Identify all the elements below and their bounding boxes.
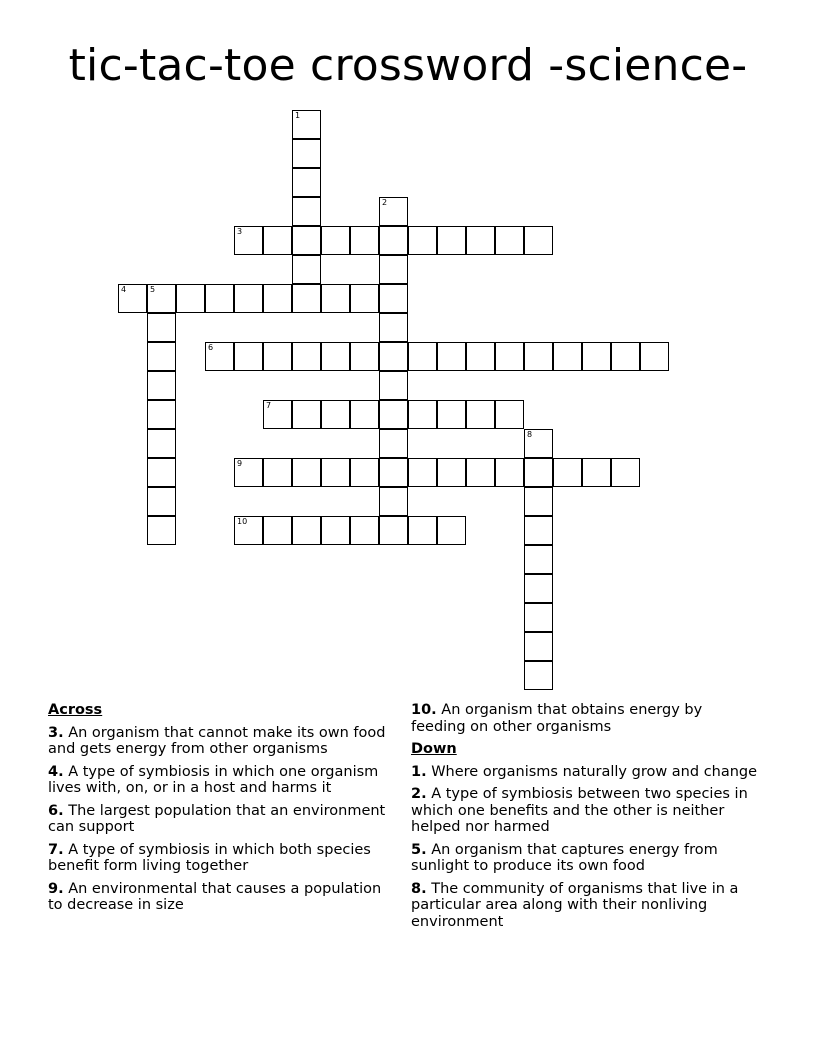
clue-down-2 <box>411 786 761 836</box>
grid-cell[interactable] <box>582 458 611 487</box>
grid-cell[interactable] <box>524 342 553 371</box>
grid-cell[interactable] <box>176 284 205 313</box>
grid-cell[interactable] <box>321 342 350 371</box>
grid-cell[interactable] <box>437 458 466 487</box>
grid-cell[interactable] <box>495 342 524 371</box>
clue-text: A type of symbiosis between two species in which one benefits and the other is neither helped nor harmed <box>411 786 748 835</box>
grid-cell[interactable] <box>437 226 466 255</box>
grid-cell[interactable] <box>553 458 582 487</box>
clue-text: The largest population that an environment can support <box>48 802 386 835</box>
cell-number: 2 <box>382 198 388 207</box>
grid-cell[interactable] <box>553 342 582 371</box>
clue-text: An organism that cannot make its own food and gets energy from other organisms <box>48 724 386 757</box>
grid-cell[interactable] <box>524 574 553 603</box>
clue-number: 5. <box>411 841 427 858</box>
grid-cell[interactable] <box>292 342 321 371</box>
grid-cell[interactable] <box>350 516 379 545</box>
grid-cell[interactable] <box>147 458 176 487</box>
page-title: tic-tac-toe crossword -science- <box>68 40 748 91</box>
grid-cell[interactable] <box>350 400 379 429</box>
grid-cell[interactable] <box>466 458 495 487</box>
grid-cell[interactable] <box>437 516 466 545</box>
grid-cell[interactable] <box>466 226 495 255</box>
grid-cell[interactable] <box>292 139 321 168</box>
clue-text: An environmental that causes a population to decrease in size <box>48 880 382 913</box>
clue-number: 4. <box>48 763 64 780</box>
clues-left-column <box>48 702 393 920</box>
grid-cell[interactable] <box>147 516 176 545</box>
clue-across-3 <box>48 725 393 758</box>
grid-cell[interactable] <box>379 342 408 371</box>
grid-cell[interactable] <box>437 400 466 429</box>
grid-cell[interactable] <box>524 429 553 458</box>
down-heading: Down <box>411 741 457 757</box>
grid-cell[interactable] <box>147 487 176 516</box>
grid-cell[interactable] <box>524 603 553 632</box>
grid-cell[interactable] <box>350 458 379 487</box>
grid-cell[interactable] <box>234 342 263 371</box>
grid-cell[interactable] <box>147 342 176 371</box>
clue-number: 10. <box>411 702 437 718</box>
grid-cell[interactable] <box>379 226 408 255</box>
grid-cell[interactable] <box>524 545 553 574</box>
clue-across-4 <box>48 764 393 797</box>
clue-number: 9. <box>48 880 64 897</box>
grid-cell[interactable] <box>147 429 176 458</box>
grid-cell[interactable] <box>292 255 321 284</box>
grid-cell[interactable] <box>263 226 292 255</box>
grid-cell[interactable] <box>234 458 263 487</box>
grid-cell[interactable] <box>263 284 292 313</box>
across-heading: Across <box>48 702 103 718</box>
grid-cell[interactable] <box>524 226 553 255</box>
grid-cell[interactable] <box>350 226 379 255</box>
grid-cell[interactable] <box>611 458 640 487</box>
grid-cell[interactable] <box>379 429 408 458</box>
clue-number: 2. <box>411 786 427 802</box>
clue-text: A type of symbiosis in which one organism lives with, on, or in a host and harms it <box>48 763 379 796</box>
cell-number: 5 <box>150 285 156 294</box>
cell-number: 1 <box>295 111 301 120</box>
grid-cell[interactable] <box>205 342 234 371</box>
grid-cell[interactable] <box>118 284 147 313</box>
grid-cell[interactable] <box>379 313 408 342</box>
grid-cell[interactable] <box>495 226 524 255</box>
grid-cell[interactable] <box>524 632 553 661</box>
grid-cell[interactable] <box>263 400 292 429</box>
grid-cell[interactable] <box>263 516 292 545</box>
grid-cell[interactable] <box>234 516 263 545</box>
clue-text: A type of symbiosis in which both species benefit form living together <box>48 841 371 874</box>
cell-number: 9 <box>237 459 243 468</box>
grid-cell[interactable] <box>292 400 321 429</box>
grid-cell[interactable] <box>408 516 437 545</box>
grid-cell[interactable] <box>321 284 350 313</box>
grid-cell[interactable] <box>263 458 292 487</box>
grid-cell[interactable] <box>379 284 408 313</box>
clue-text: An organism that obtains energy by feeding on other organisms <box>411 702 703 735</box>
clue-across-7 <box>48 842 393 875</box>
cell-number: 7 <box>266 401 272 410</box>
grid-cell[interactable] <box>292 110 321 139</box>
grid-cell[interactable] <box>263 342 292 371</box>
grid-cell[interactable] <box>234 226 263 255</box>
clue-down-5 <box>411 842 761 875</box>
clue-number: 7. <box>48 841 64 858</box>
grid-cell[interactable] <box>466 342 495 371</box>
grid-cell[interactable] <box>321 400 350 429</box>
clue-across-10 <box>411 702 761 735</box>
grid-cell[interactable] <box>495 400 524 429</box>
clue-text: An organism that captures energy from sunlight to produce its own food <box>411 841 718 874</box>
grid-cell[interactable] <box>437 342 466 371</box>
grid-cell[interactable] <box>321 516 350 545</box>
grid-cell[interactable] <box>640 342 669 371</box>
grid-cell[interactable] <box>408 400 437 429</box>
grid-cell[interactable] <box>379 516 408 545</box>
cell-number: 8 <box>527 430 533 439</box>
grid-cell[interactable] <box>350 342 379 371</box>
grid-cell[interactable] <box>321 458 350 487</box>
grid-cell[interactable] <box>524 516 553 545</box>
grid-cell[interactable] <box>379 371 408 400</box>
cell-number: 4 <box>121 285 127 294</box>
clue-number: 6. <box>48 802 64 819</box>
grid-cell[interactable] <box>466 400 495 429</box>
clue-number: 1. <box>411 763 427 780</box>
cell-number: 6 <box>208 343 214 352</box>
grid-cell[interactable] <box>234 284 263 313</box>
clues-right-column <box>411 702 761 936</box>
clue-across-6 <box>48 803 393 836</box>
grid-cell[interactable] <box>147 371 176 400</box>
grid-cell[interactable] <box>292 226 321 255</box>
grid-cell[interactable] <box>147 400 176 429</box>
grid-cell[interactable] <box>379 197 408 226</box>
grid-cell[interactable] <box>292 168 321 197</box>
grid-cell[interactable] <box>321 226 350 255</box>
grid-cell[interactable] <box>379 400 408 429</box>
clue-text: The community of organisms that live in a particular area along with their nonliving environment <box>411 880 739 930</box>
grid-cell[interactable] <box>408 458 437 487</box>
grid-cell[interactable] <box>582 342 611 371</box>
grid-cell[interactable] <box>379 255 408 284</box>
grid-cell[interactable] <box>292 284 321 313</box>
grid-cell[interactable] <box>147 284 176 313</box>
grid-cell[interactable] <box>524 661 553 690</box>
clue-down-8 <box>411 881 761 931</box>
grid-cell[interactable] <box>408 342 437 371</box>
grid-cell[interactable] <box>495 458 524 487</box>
clue-across-9 <box>48 881 393 914</box>
grid-cell[interactable] <box>205 284 234 313</box>
cell-number: 3 <box>237 227 243 236</box>
grid-cell[interactable] <box>292 197 321 226</box>
grid-cell[interactable] <box>292 458 321 487</box>
clue-number: 3. <box>48 724 64 741</box>
grid-cell[interactable] <box>524 487 553 516</box>
grid-cell[interactable] <box>379 487 408 516</box>
clue-down-1 <box>411 764 761 781</box>
cell-number: 10 <box>237 517 248 526</box>
grid-cell[interactable] <box>379 458 408 487</box>
grid-cell[interactable] <box>611 342 640 371</box>
grid-cell[interactable] <box>408 226 437 255</box>
clue-number: 8. <box>411 880 427 897</box>
grid-cell[interactable] <box>350 284 379 313</box>
grid-cell[interactable] <box>147 313 176 342</box>
grid-cell[interactable] <box>292 516 321 545</box>
grid-cell[interactable] <box>524 458 553 487</box>
clue-text: Where organisms naturally grow and change <box>431 763 758 780</box>
